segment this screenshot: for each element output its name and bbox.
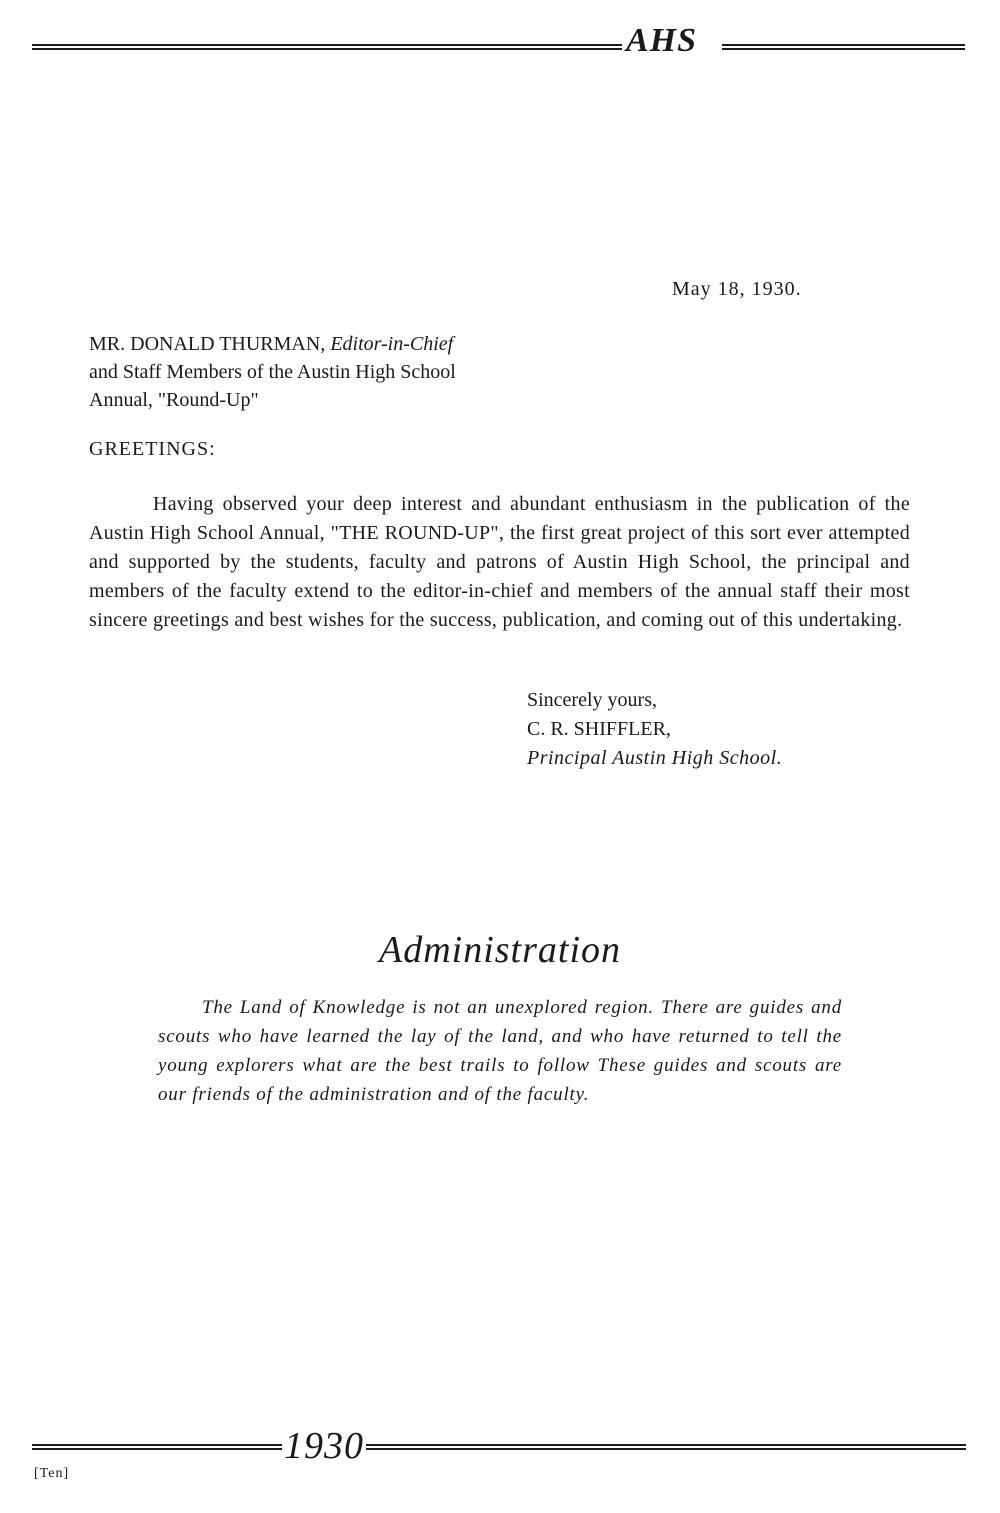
closing-phrase: Sincerely yours,: [527, 689, 657, 711]
salutation: GREETINGS:: [89, 438, 216, 460]
footer-rule-left: [32, 1444, 282, 1450]
footer-year: 1930: [284, 1425, 364, 1467]
addressee-line-1: [89, 330, 456, 358]
page-number: [Ten]: [34, 1466, 70, 1481]
addressee-block: [89, 330, 456, 414]
addressee-name: MR. DONALD THURMAN,: [89, 333, 326, 355]
section-intro: The Land of Knowledge is not an unexplored region. There are guides and scouts who have learned the lay of the land, and who have returned to tell the young explorers what are the best trails to follow These guides and scouts are our friends of the administration and of the faculty.: [158, 997, 842, 1105]
addressee-role: Editor-in-Chief: [330, 333, 454, 355]
signer-name: C. R. SHIFFLER,: [527, 718, 671, 740]
header-mark: AHS: [626, 22, 698, 59]
signer-title: Principal Austin High School.: [527, 747, 783, 769]
addressee-line-2: and Staff Members of the Austin High School: [89, 361, 456, 383]
section-heading: Administration: [378, 929, 622, 971]
header-rule-left: [32, 44, 622, 50]
header-rule-right: [722, 44, 965, 50]
addressee-line-3: Annual, "Round-Up": [89, 389, 259, 411]
letter-date: May 18, 1930.: [672, 278, 802, 300]
signature-block: [527, 686, 782, 773]
letter-body: Having observed your deep interest and abundant enthusiasm in the publication of the Austin High School Annual, "THE ROUND-UP", the first great project of this sort ever attempted and supported by the students, faculty and patrons of Austin High School, the principal and members of the faculty extend to the editor-in-chief and members of the annual staff their most sincere greetings and best wishes for the success, publication, and coming out of this undertaking.: [89, 493, 910, 631]
footer-rule-right: [366, 1444, 966, 1450]
